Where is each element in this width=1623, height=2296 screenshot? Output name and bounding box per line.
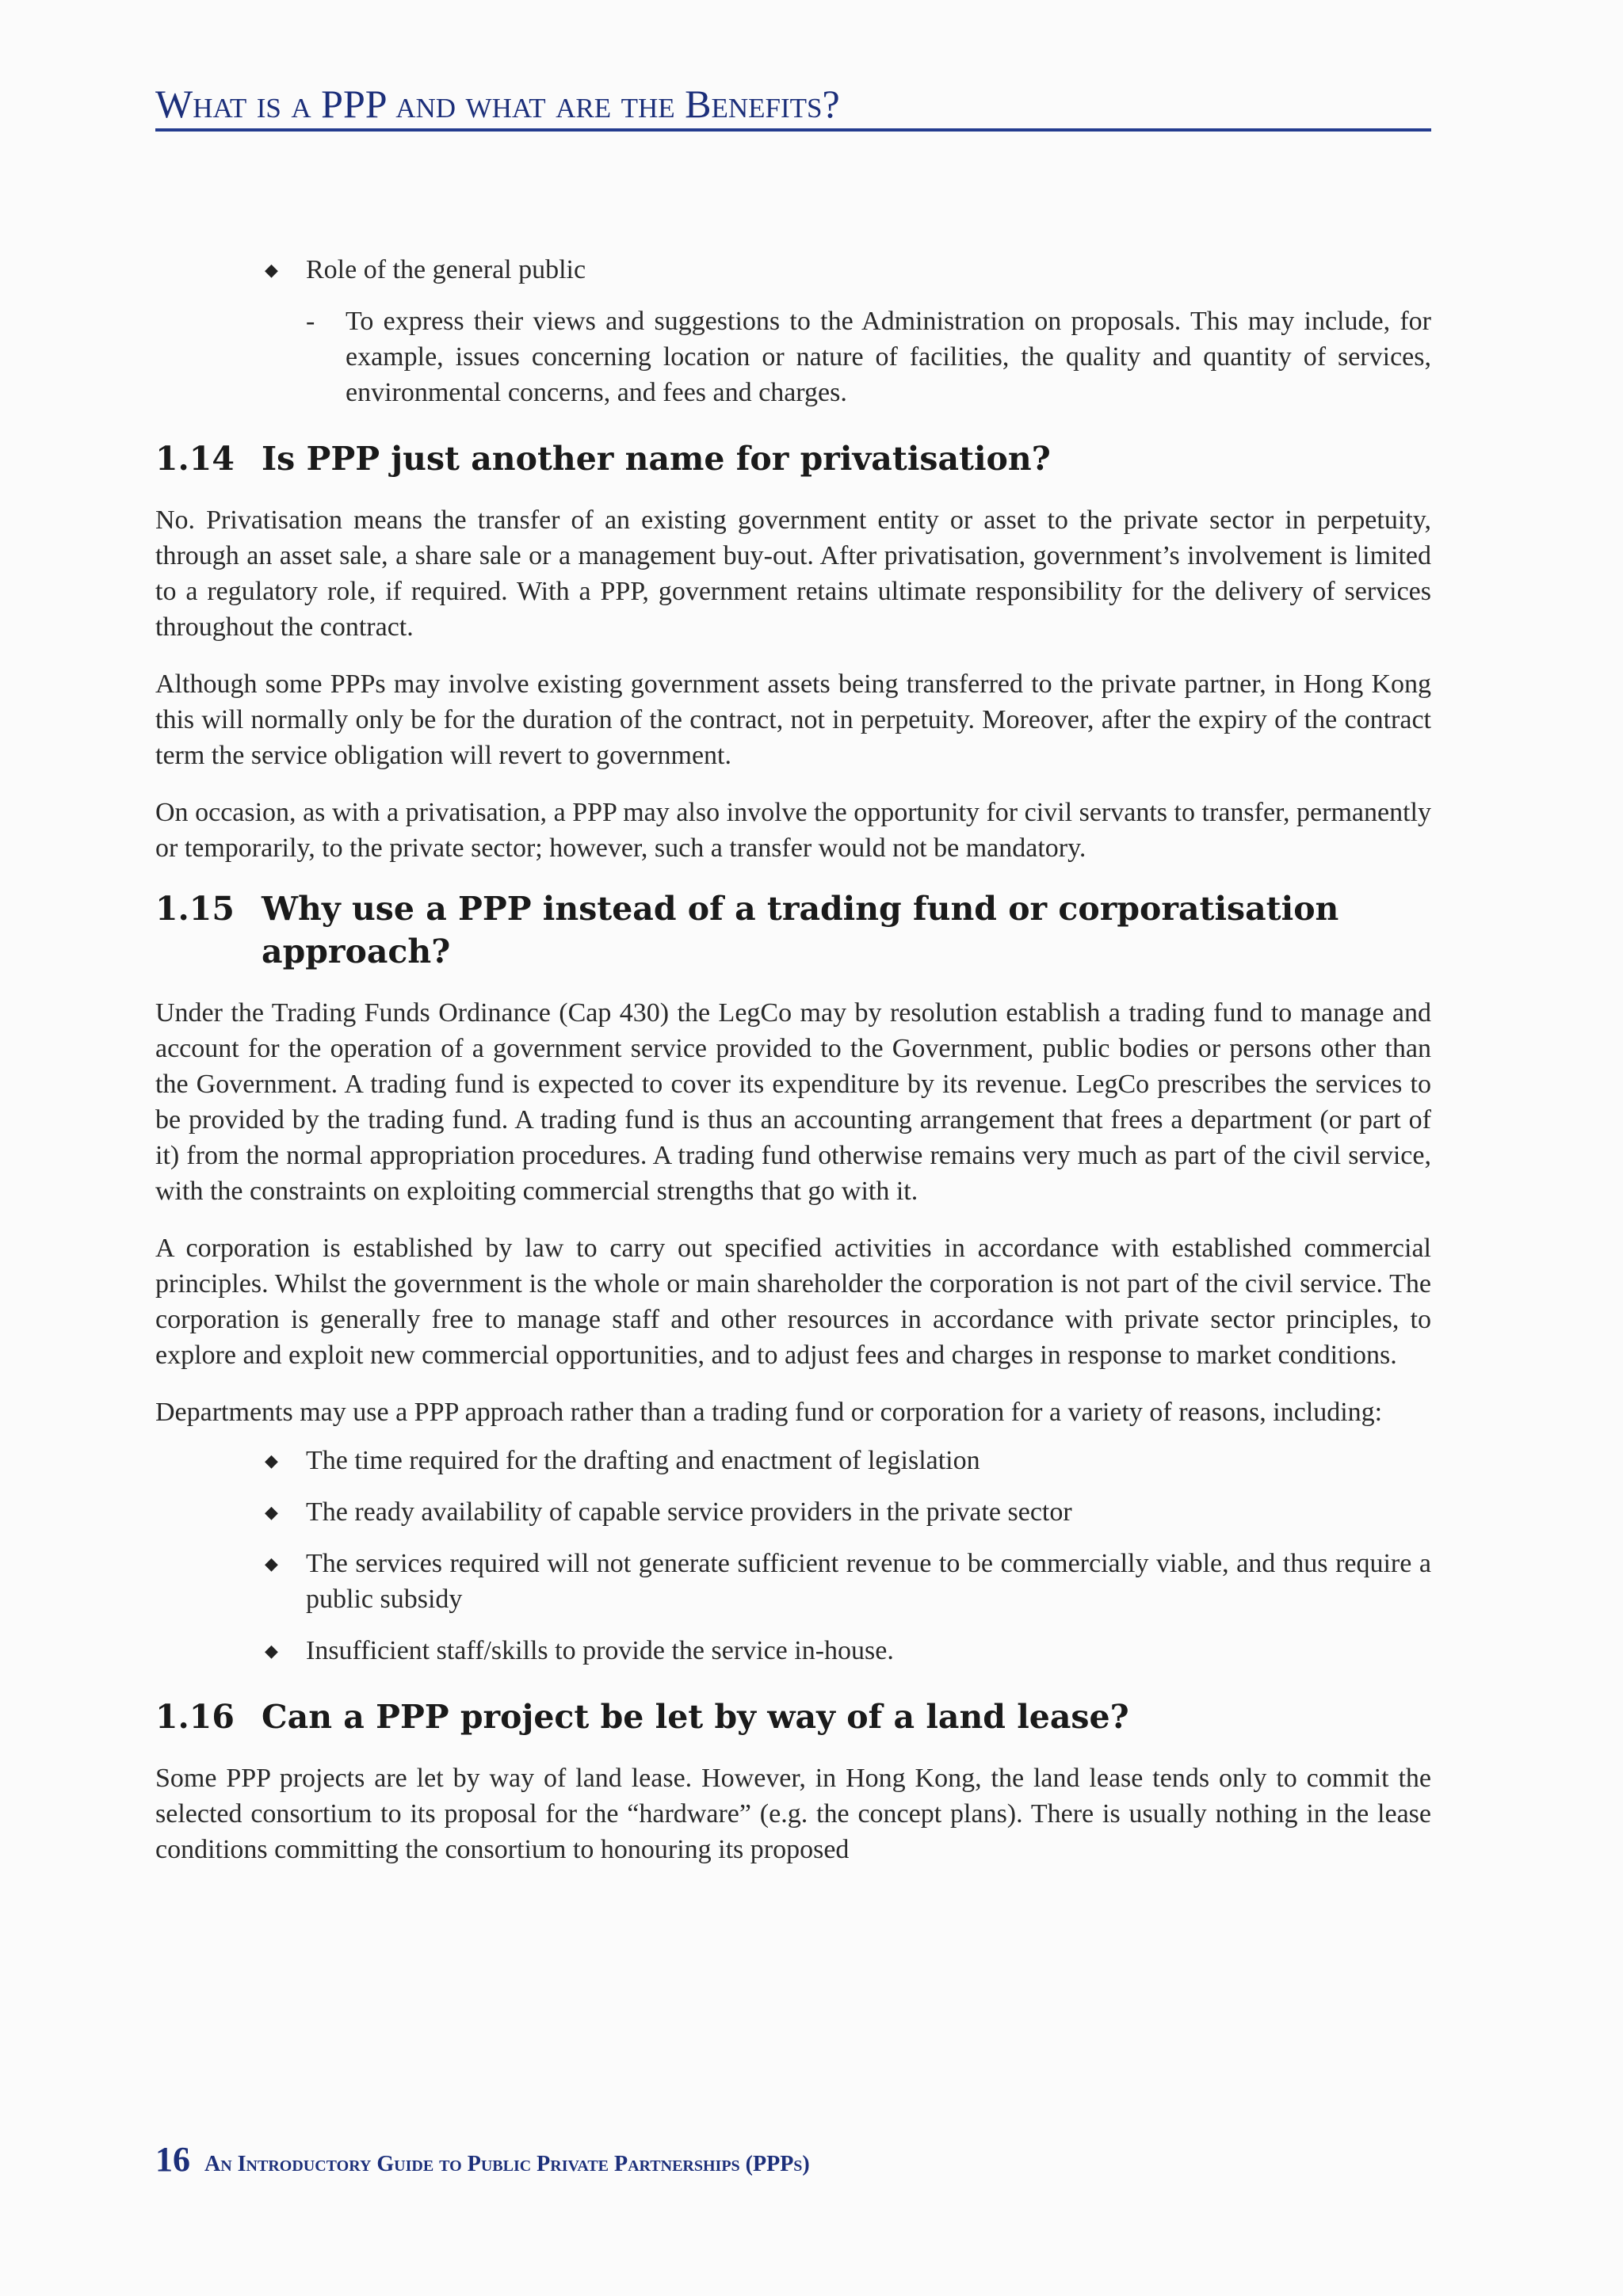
dash-item	[306, 303, 1431, 410]
dash-text: To express their views and suggestions to the Administration on proposals. This may include, for example, issues concerning location or nature of facilities, the quality and quantity of services, environmental concerns, and fees and charges.	[346, 307, 1431, 407]
page-number: 16	[155, 2140, 190, 2179]
paragraph: Some PPP projects are let by way of land lease. However, in Hong Kong, the land lease tends only to commit the selected consortium to its proposal for the “hardware” (e.g. the concept plans). There is usually nothing in the lease conditions committing the consortium to honouring its proposed	[155, 1764, 1431, 1864]
diamond-bullet-icon: ◆	[265, 1554, 278, 1573]
bullet-item	[265, 1443, 1431, 1478]
bullet-item	[265, 252, 1431, 288]
paragraph: Although some PPPs may involve existing government assets being transferred to the private partner, in Hong Kong this will normally only be for the duration of the contract, not in perpetuity. Moreover, after the expiry of the contract term the service obligation will revert to government.	[155, 669, 1431, 770]
paragraph: On occasion, as with a privatisation, a PPP may also involve the opportunity for civil servants to transfer, permanently or temporarily, to the private sector; however, such a transfer would not be mandatory.	[155, 798, 1431, 863]
header-rule	[155, 128, 1431, 132]
bullet-item	[265, 1546, 1431, 1617]
section-heading-1-15	[155, 887, 1431, 973]
section-number: 1.15	[155, 890, 235, 928]
diamond-bullet-icon: ◆	[265, 1502, 278, 1522]
bullet-text: The ready availability of capable service providers in the private sector	[306, 1497, 1072, 1527]
bullet-item	[265, 1633, 1431, 1669]
page-footer	[155, 2139, 810, 2180]
paragraph: A corporation is established by law to carry out specified activities in accordance with established commercial principles. Whilst the government is the whole or main shareholder the corporation is not part of the civil service. The corporation is generally free to manage staff and other resources in accordance with private sector principles, to explore and exploit new commercial opportunities, and to adjust fees and charges in response to market conditions.	[155, 1234, 1431, 1370]
diamond-bullet-icon: ◆	[265, 1641, 278, 1661]
diamond-bullet-icon: ◆	[265, 1451, 278, 1470]
bullet-text: The services required will not generate sufficient revenue to be commercially viable, and thus require a public subsidy	[306, 1549, 1431, 1614]
bullet-text: Role of the general public	[306, 255, 586, 284]
section-title: Can a PPP project be let by way of a land lease?	[262, 1698, 1129, 1736]
page-content	[155, 252, 1431, 1889]
section-number: 1.14	[155, 440, 235, 478]
section-title: Why use a PPP instead of a trading fund or corporatisation approach?	[262, 890, 1339, 971]
section-number: 1.16	[155, 1698, 235, 1736]
footer-title: An Introductory Guide to Public Private Partnerships (PPPs)	[204, 2152, 810, 2176]
paragraph: No. Privatisation means the transfer of an existing government entity or asset to the private sector in perpetuity, through an asset sale, a share sale or a management buy-out. After privatisation, government’s involvement is limited to a regulatory role, if required. With a PPP, government retains ultimate responsibility for the delivery of services throughout the contract.	[155, 505, 1431, 642]
dash-icon: -	[306, 307, 315, 336]
running-header: What is a PPP and what are the Benefits?	[155, 82, 840, 126]
section-heading-1-14	[155, 437, 1431, 480]
diamond-bullet-icon: ◆	[265, 260, 278, 280]
bullet-text: Insufficient staff/skills to provide the service in-house.	[306, 1636, 894, 1665]
section-heading-1-16	[155, 1695, 1431, 1738]
bullet-text: The time required for the drafting and enactment of legislation	[306, 1446, 980, 1475]
bullet-item	[265, 1494, 1431, 1530]
paragraph: Under the Trading Funds Ordinance (Cap 430) the LegCo may by resolution establish a trading fund to manage and account for the operation of a government service provided to the Government, public bodies or persons other than the Government. A trading fund is expected to cover its expenditure by its revenue. LegCo prescribes the services to be provided by the trading fund. A trading fund is thus an accounting arrangement that frees a department (or part of it) from the normal appropriation procedures. A trading fund otherwise remains very much as part of the civil service, with the constraints on exploiting commercial strengths that go with it.	[155, 998, 1431, 1206]
paragraph: Departments may use a PPP approach rather than a trading fund or corporation for a variety of reasons, including:	[155, 1398, 1383, 1427]
section-title: Is PPP just another name for privatisation?	[262, 440, 1051, 478]
